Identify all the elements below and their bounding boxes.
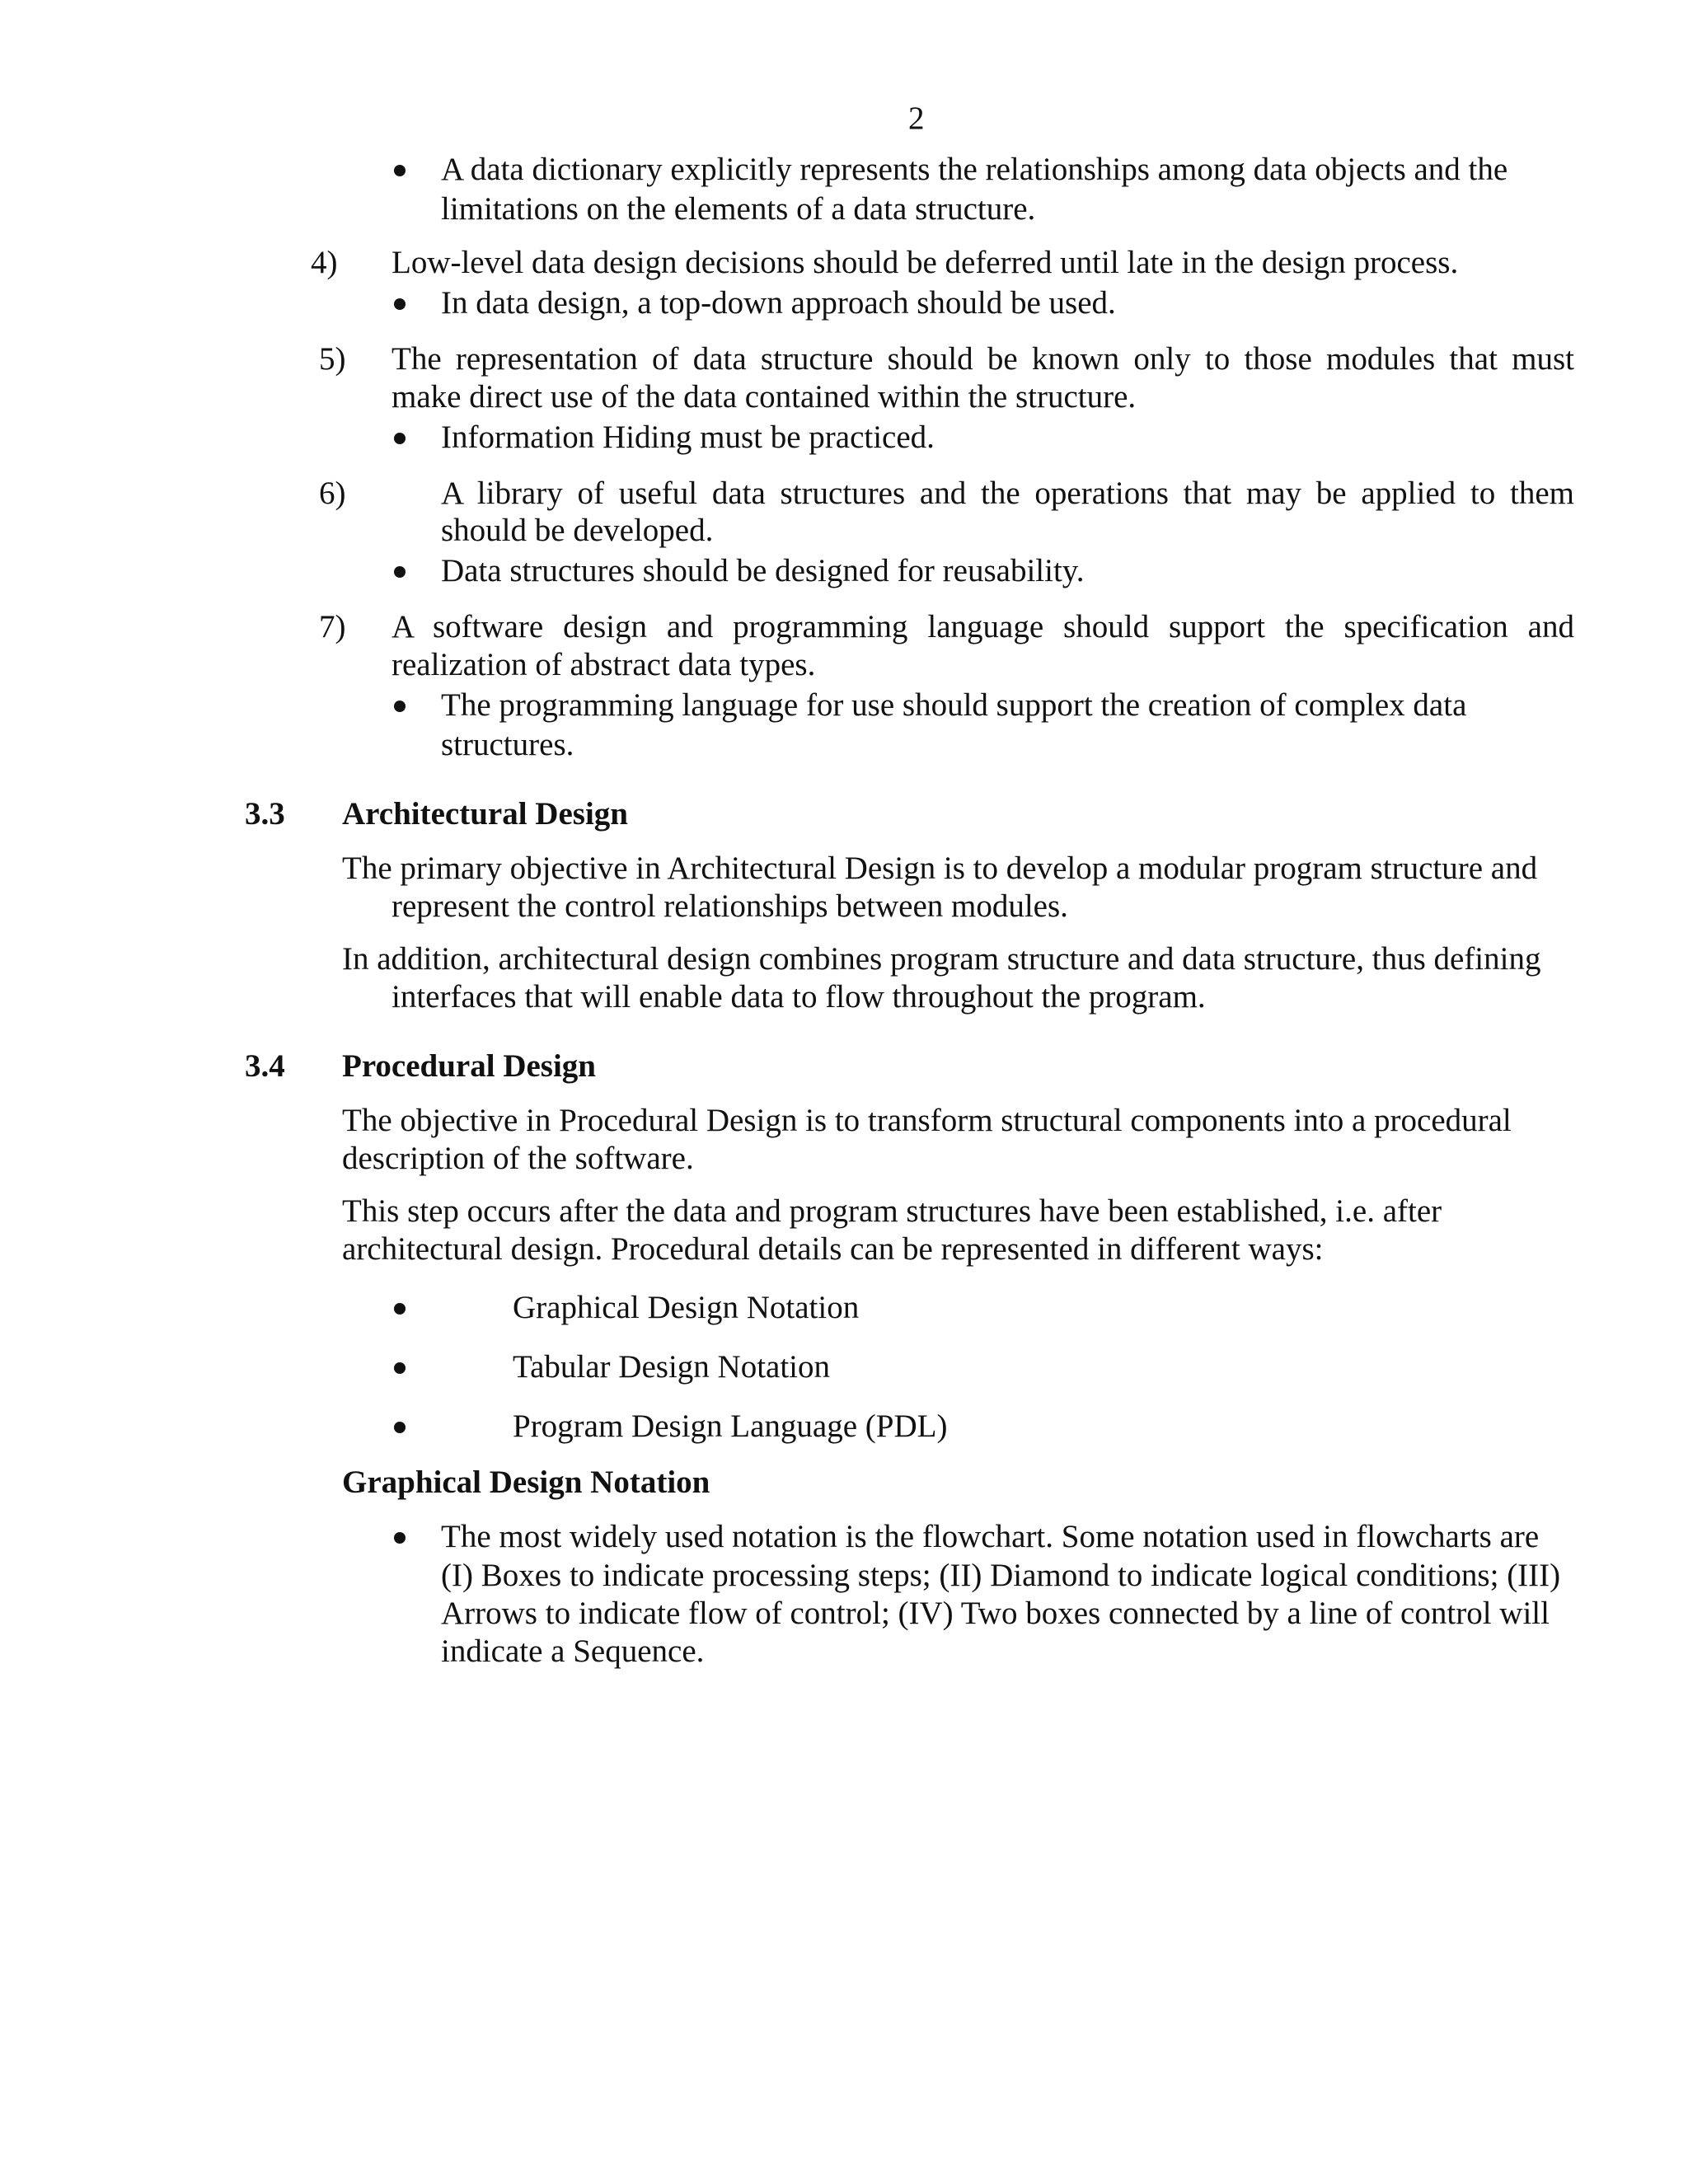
item-5-number: 5) bbox=[319, 341, 346, 377]
item-5-bullet: Information Hiding must be practiced. bbox=[441, 419, 935, 455]
bullet-dot bbox=[394, 433, 406, 444]
page-number: 2 bbox=[908, 101, 925, 136]
item-5-line1: The representation of data structure should be known only to those modules that must bbox=[392, 341, 1574, 377]
way-item: Tabular Design Notation bbox=[513, 1349, 831, 1385]
section-3-3-para2-line1: In addition, architectural design combines program structure and data structure, thus defining bbox=[342, 941, 1541, 977]
item-7-number: 7) bbox=[319, 609, 346, 644]
item-7-line1: A software design and programming language should support the specification and bbox=[392, 609, 1574, 644]
item-6-line1: A library of useful data structures and the operations that may be applied to them bbox=[441, 476, 1574, 511]
item-7-bullet-line1: The programming language for use should support the creation of complex data bbox=[441, 687, 1467, 723]
bullet-data-dictionary-line1: A data dictionary explicitly represents the relationships among data objects and the bbox=[441, 152, 1508, 187]
bullet-dot bbox=[394, 701, 406, 712]
section-3-4-number: 3.4 bbox=[245, 1048, 285, 1084]
item-5-line2: make direct use of the data contained within the structure. bbox=[392, 379, 1137, 415]
gdn-bullet-line3: Arrows to indicate flow of control; (IV) Two boxes connected by a line of control will bbox=[441, 1596, 1550, 1631]
item-4-number: 4) bbox=[311, 245, 338, 280]
gdn-bullet-line4: indicate a Sequence. bbox=[441, 1633, 705, 1669]
bullet-dot bbox=[394, 298, 406, 310]
section-3-4-para1-line1: The objective in Procedural Design is to transform structural components into a procedural bbox=[342, 1103, 1512, 1138]
gdn-subheading: Graphical Design Notation bbox=[342, 1465, 710, 1500]
section-3-3-para1-line1: The primary objective in Architectural Design is to develop a modular program structure and bbox=[342, 851, 1538, 886]
way-item: Program Design Language (PDL) bbox=[513, 1408, 948, 1444]
item-4-bullet: In data design, a top-down approach should be used. bbox=[441, 285, 1116, 321]
bullet-dot bbox=[394, 1532, 406, 1544]
section-3-4-para2-line2: architectural design. Procedural details can be represented in different ways: bbox=[342, 1231, 1324, 1267]
section-3-4-para2-line1: This step occurs after the data and program structures have been established, i.e. after bbox=[342, 1193, 1442, 1229]
section-3-3-para1-line2: represent the control relationships between modules. bbox=[392, 888, 1068, 924]
section-3-4-title: Procedural Design bbox=[342, 1048, 597, 1084]
section-3-4-para1-line2: description of the software. bbox=[342, 1141, 694, 1176]
section-3-3-title: Architectural Design bbox=[342, 796, 628, 832]
item-6-line2: should be developed. bbox=[441, 513, 714, 548]
bullet-dot bbox=[394, 1362, 406, 1374]
item-4-text: Low-level data design decisions should be deferred until late in the design process. bbox=[392, 245, 1459, 280]
gdn-bullet-line2: (I) Boxes to indicate processing steps; (II) Diamond to indicate logical conditions; (III) bbox=[441, 1558, 1561, 1593]
item-6-bullet: Data structures should be designed for reusability. bbox=[441, 553, 1085, 588]
item-7-line2: realization of abstract data types. bbox=[392, 647, 816, 682]
bullet-data-dictionary-line2: limitations on the elements of a data structure. bbox=[441, 191, 1036, 227]
section-3-3-para2-line2: interfaces that will enable data to flow throughout the program. bbox=[392, 979, 1206, 1015]
item-6-number: 6) bbox=[319, 476, 346, 511]
section-3-3-number: 3.3 bbox=[245, 796, 285, 832]
bullet-dot bbox=[394, 566, 406, 578]
way-item: Graphical Design Notation bbox=[513, 1290, 860, 1325]
bullet-dot bbox=[394, 165, 406, 176]
item-7-bullet-line2: structures. bbox=[441, 727, 574, 762]
bullet-dot bbox=[394, 1422, 406, 1433]
gdn-bullet-line1: The most widely used notation is the flowchart. Some notation used in flowcharts are bbox=[441, 1519, 1540, 1554]
bullet-dot bbox=[394, 1303, 406, 1315]
